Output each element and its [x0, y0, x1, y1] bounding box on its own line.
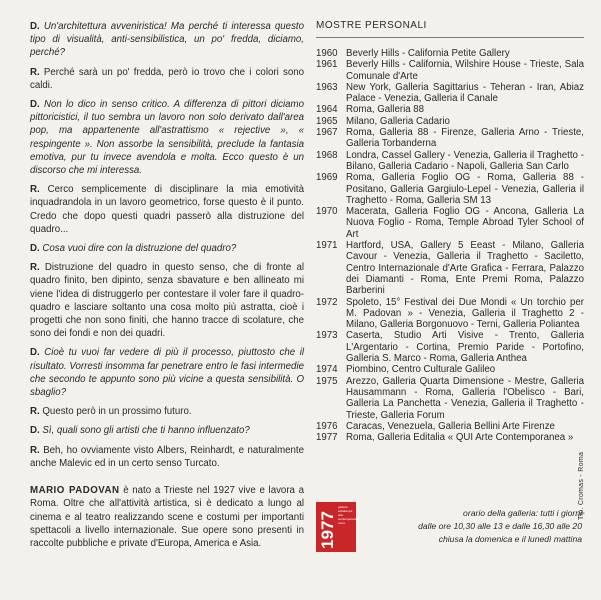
- exhibition-year: 1968: [316, 149, 338, 161]
- exhibition-year: 1965: [316, 115, 338, 127]
- exhibition-row: [316, 48, 584, 59]
- interview-answer: [30, 444, 304, 470]
- interview-answer: [30, 66, 304, 92]
- exhibition-year: 1960: [316, 48, 338, 59]
- speaker-label: R.: [30, 444, 40, 456]
- artist-bio: [30, 484, 304, 550]
- artist-name: MARIO PADOVAN: [30, 485, 120, 497]
- exhibitions-column: [316, 20, 584, 443]
- exhibition-year: 1977: [316, 432, 338, 444]
- interview-question: [30, 98, 304, 177]
- exhibition-year: 1975: [316, 375, 338, 387]
- speaker-label: R.: [30, 406, 40, 418]
- interview-text: Cioè tu vuoi far vedere di più il processo, piuttosto che il risultato. Vorresti insomma far penetrare entro le fasi intermedie che secondo te appunto sono più vicine a questa sensibilità. O sbaglio?: [30, 347, 304, 399]
- exhibition-venues: Londra, Cassel Gallery - Venezia, Galleria il Traghetto - Bilano, Galleria Cadario - Napoli, Galleria San Carlo: [346, 149, 584, 172]
- exhibition-year: 1974: [316, 364, 338, 376]
- exhibition-year: 1971: [316, 240, 338, 252]
- exhibition-venues: Roma, Galleria Editalia « QUI Arte Contemporanea »: [346, 432, 574, 444]
- exhibition-year: 1964: [316, 104, 338, 116]
- interview-question: [30, 20, 304, 60]
- interview-text: Beh, ho ovviamente visto Albers, Reinhardt, e naturalmente anche Malevic ed in un certo senso Turcato.: [30, 444, 304, 469]
- exhibition-row: [316, 421, 584, 432]
- exhibition-venues: Spoleto, 15° Festival dei Due Mondi « Un torchio per M. Padovan » - Venezia, Galleria il Traghetto 2 - Milano, Galleria Borgonuovo - Terni, Galleria Poliantea: [346, 296, 584, 331]
- exhibition-year: 1961: [316, 59, 338, 71]
- hours-line: dalle ore 10,30 alle 13 e dalle 16,30 alle 20: [418, 521, 582, 531]
- interview-answer: [30, 183, 304, 236]
- exhibition-year: 1976: [316, 420, 338, 432]
- exhibition-row: [316, 240, 584, 296]
- exhibition-row: [316, 59, 584, 82]
- interview-question: [30, 242, 304, 255]
- speaker-label: D.: [30, 243, 40, 255]
- exhibition-year: 1973: [316, 330, 338, 342]
- interview-text: Cerco semplicemente di disciplinare la mia emotività inquadrandola in un lavoro geometrico, forse questo è il punto. Credo che dopo questi quadri passerò alla distruzione del quadro...: [30, 184, 304, 235]
- logo-year: 1977: [318, 511, 337, 549]
- exhibition-row: [316, 127, 584, 150]
- exhibition-row: [316, 104, 584, 115]
- exhibition-venues: Roma, Galleria 88 - Firenze, Galleria Arno - Trieste, Galleria Torbanderna: [346, 127, 584, 150]
- interview-text: Questo però in un prossimo futuro.: [42, 406, 192, 418]
- exhibition-row: [316, 82, 584, 105]
- speaker-label: D.: [30, 21, 40, 32]
- exhibition-row: [316, 172, 584, 206]
- exhibition-venues: Caracas, Venezuela, Galleria Bellini Arte Firenze: [346, 420, 555, 432]
- exhibition-venues: New York, Galleria Sagittarius - Teheran - Iran, Abiaz Palace - Venezia, Galleria il Canale: [346, 81, 584, 105]
- exhibition-venues: Arezzo, Galleria Quarta Dimensione - Mestre, Galleria Hausammann - Roma, Galleria l'Obelisco - Bari, Galleria La Panchetta - Venezia, Galleria il Traghetto - Trieste, Galleria Forum: [346, 375, 584, 421]
- gallery-logo: [316, 502, 359, 552]
- exhibition-venues: Piombino, Centro Culturale Galileo: [346, 364, 496, 376]
- exhibition-row: [316, 206, 584, 240]
- exhibition-venues: Beverly Hills - California Petite Gallery: [346, 48, 510, 59]
- exhibition-row: [316, 330, 584, 364]
- exhibition-venues: Roma, Galleria Foglio OG - Roma, Galleria 88 - Positano, Galleria Gargiulo-Lepel - Venezia, Galleria il Traghetto - Roma, Galleria SM 13: [346, 172, 584, 206]
- interview-text: Un'architettura avveniristica! Ma perché ti interessa questo tipo di visualità, anti-sensibilistica, un po' fredda, diciamo, perché?: [30, 21, 304, 59]
- interview-answer: [30, 405, 304, 418]
- hours-line: chiusa la domenica e il lunedì mattina: [438, 534, 582, 544]
- exhibition-venues: Milano, Galleria Cadario: [346, 115, 450, 127]
- interview-text: Distruzione del quadro in questo senso, che di fronte al quadro finito, ben dipinto, senza sbavature e ben allineato mi viene l'idea di distruggerlo per contestare il voler fare il quadro-quadro e lasciare soltanto una cosa molto più astratta, cioè i progetti che non sono finiti, che hanno tracce di scolature, che sono dei fondi e non dei quadri.: [30, 262, 304, 340]
- exhibition-row: [316, 432, 584, 443]
- speaker-label: D.: [30, 425, 40, 437]
- interview-text: Non lo dico in senso critico. A differenza di pittori diciamo pittoricistici, il tuo sembra un lavoro non solo derivato dall'area pop, ma appartenente all'astrattismo « rejective », « respingente ». Non assorbe la sensibilità, preclude la fantasia emotiva, pur tu invece avendola e molta. Ecco questo è un discorso che mi interessa.: [30, 99, 304, 177]
- interview-answer: [30, 261, 304, 340]
- interview-column: [30, 20, 304, 560]
- printer-credit: Tip. Cromas - Roma: [578, 451, 585, 520]
- bio-text: è nato a Trieste nel 1927 vive e lavora a Roma. Oltre che all'attività artistica, si è dedicato a lungo al cinema e al teatro realizzando scene e costumi per importanti spettacoli a livello internazionale. Sue opere sono presenti in raccolte pubbliche e private d'Europa, America e Asia.: [30, 485, 305, 549]
- exhibition-row: [316, 297, 584, 331]
- speaker-label: D.: [30, 99, 40, 111]
- exhibition-venues: Roma, Galleria 88: [346, 104, 425, 116]
- exhibition-venues: Hartford, USA, Gallery 5 Eeast - Milano, Galleria Cavour - Venezia, Galleria il Traghetto - Saciletto, Centro Internazionale d'Arte Grafica - Ferrara, Palazzo dei Diamanti - Roma, Ente Premi Roma, Palazzo Barberini: [346, 240, 584, 297]
- exhibition-venues: Caserta, Studio Arti Visive - Trento, Galleria L'Argentario - Cortina, Premio Paride - Portofino, Galleria S. Marco - Roma, Galleria Anthea: [346, 330, 584, 365]
- speaker-label: R.: [30, 184, 40, 196]
- exhibitions-list: [316, 48, 584, 443]
- gallery-hours: [370, 507, 582, 546]
- interview-text: Perché sarà un po' fredda, però io trovo che i colori sono caldi.: [30, 66, 304, 91]
- exhibitions-title: MOSTRE PERSONALI: [316, 20, 584, 38]
- hours-line: orario della galleria: tutti i giorni: [463, 508, 582, 518]
- speaker-label: R.: [30, 66, 40, 78]
- exhibition-year: 1972: [316, 296, 338, 308]
- exhibition-year: 1969: [316, 172, 338, 184]
- exhibition-row: [316, 376, 584, 421]
- exhibition-venues: Beverly Hills - California, Wilshire House - Trieste, Sala Comunale d'Arte: [346, 59, 584, 82]
- interview-question: [30, 424, 304, 437]
- exhibition-year: 1970: [316, 206, 338, 218]
- logo-caption: galleria editalia qui arte contemporanea roma: [338, 505, 359, 525]
- speaker-label: R.: [30, 262, 40, 274]
- speaker-label: D.: [30, 347, 40, 359]
- interview-question: [30, 346, 304, 399]
- exhibition-row: [316, 364, 584, 375]
- exhibition-year: 1963: [316, 81, 338, 93]
- exhibition-year: 1967: [316, 127, 338, 139]
- interview-text: Sì, quali sono gli artisti che ti hanno influenzato?: [42, 425, 250, 437]
- exhibition-row: [316, 150, 584, 173]
- exhibition-row: [316, 116, 584, 127]
- interview-text: Cosa vuoi dire con la distruzione del quadro?: [42, 243, 237, 255]
- exhibition-venues: Macerata, Galleria Foglio OG - Ancona, Galleria La Nuova Foglio - Roma, Temple Abroad Tyler School of Art: [346, 206, 584, 240]
